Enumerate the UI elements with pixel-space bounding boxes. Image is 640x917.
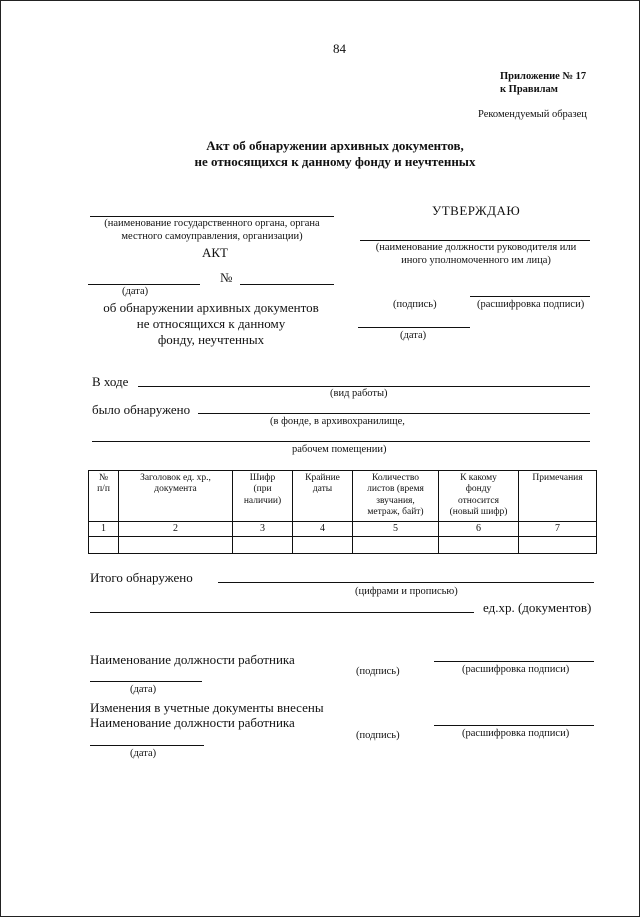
empty-cell: [353, 536, 439, 553]
decoding-line: [470, 296, 590, 297]
org-caption-1: (наименование государственного органа, органа: [104, 218, 320, 229]
number-cell: 5: [353, 521, 439, 536]
changes-label: Изменения в учетные документы внесены: [90, 700, 324, 715]
subject-line1: об обнаружении архивных документов: [103, 300, 319, 315]
decoding-caption: (расшифровка подписи): [477, 299, 585, 310]
approve-date-line: [358, 327, 470, 328]
table-number-row: [89, 521, 597, 536]
room-caption: рабочем помещении): [292, 444, 387, 455]
room-line: [92, 441, 590, 442]
empty-cell: [89, 536, 119, 553]
header-cell: № п/п: [89, 471, 119, 522]
totals-caption: (цифрами и прописью): [355, 586, 458, 597]
sign-caption-1: (подпись): [356, 666, 400, 677]
work-type-line: [138, 386, 590, 387]
appendix-line2: к Правилам: [500, 84, 558, 95]
appendix-line1: Приложение № 17: [500, 71, 587, 82]
header-cell: Количество листов (время звучания, метраж, байт): [353, 471, 439, 522]
decode-line-2: [434, 725, 594, 726]
org-line: [90, 216, 334, 217]
header-cell: К какому фонду относится (новый шифр): [439, 471, 519, 522]
date-line-1: [90, 681, 202, 682]
number-cell: 3: [233, 521, 293, 536]
during-label: В ходе: [92, 374, 129, 389]
table-empty-row: [89, 536, 597, 553]
number-cell: 2: [119, 521, 233, 536]
position-label-1: Наименование должности работника: [90, 652, 295, 667]
title-line2: не относящихся к данному фонду и неучтенных: [194, 154, 476, 169]
sample-note: Рекомендуемый образец: [478, 109, 587, 120]
date-caption-1: (дата): [130, 684, 157, 695]
totals-label: Итого обнаружено: [90, 570, 193, 585]
approve-date-caption: (дата): [400, 330, 427, 341]
header-cell: Примечания: [519, 471, 597, 522]
number-sign: №: [220, 270, 233, 285]
position-caption-2: иного уполномоченного им лица): [401, 255, 551, 266]
page-number: 84: [333, 41, 346, 56]
table-header-row: [89, 471, 597, 522]
number-cell: 4: [293, 521, 353, 536]
number-cell: 1: [89, 521, 119, 536]
empty-cell: [293, 536, 353, 553]
akt-label: АКТ: [202, 245, 228, 260]
totals-line: [218, 582, 594, 583]
subject-line2: не относящихся к данному: [136, 316, 286, 331]
number-cell: 7: [519, 521, 597, 536]
sign-caption-2: (подпись): [356, 730, 400, 741]
totals-units: ед.хр. (документов): [483, 600, 592, 615]
empty-cell: [439, 536, 519, 553]
org-caption-2: местного самоуправления, организации): [121, 231, 303, 242]
location-caption: (в фонде, в архивохранилище,: [270, 416, 405, 427]
date-caption-2: (дата): [130, 748, 157, 759]
empty-cell: [519, 536, 597, 553]
decode-caption-1: (расшифровка подписи): [462, 664, 570, 675]
location-line: [198, 413, 590, 414]
decode-line-1: [434, 661, 594, 662]
date-line: [88, 284, 200, 285]
title-line1: Акт об обнаружении архивных документов,: [206, 138, 464, 153]
empty-cell: [233, 536, 293, 553]
approve-label: УТВЕРЖДАЮ: [432, 203, 521, 218]
empty-cell: [119, 536, 233, 553]
totals-line-2: [90, 612, 474, 613]
date-line-2: [90, 745, 204, 746]
subject-line3: фонду, неучтенных: [157, 332, 265, 347]
found-label: было обнаружено: [92, 402, 191, 417]
header-cell: Заголовок ед. хр., документа: [119, 471, 233, 522]
documents-table: [88, 470, 597, 554]
number-cell: 6: [439, 521, 519, 536]
number-line: [240, 284, 334, 285]
date-caption: (дата): [122, 286, 149, 297]
header-cell: Шифр (при наличии): [233, 471, 293, 522]
position-label-2: Наименование должности работника: [90, 715, 295, 730]
work-type-caption: (вид работы): [330, 388, 388, 399]
decode-caption-2: (расшифровка подписи): [462, 728, 570, 739]
signature-caption: (подпись): [393, 299, 437, 310]
header-cell: Крайние даты: [293, 471, 353, 522]
position-line: [360, 240, 590, 241]
position-caption-1: (наименование должности руководителя или: [375, 242, 577, 253]
